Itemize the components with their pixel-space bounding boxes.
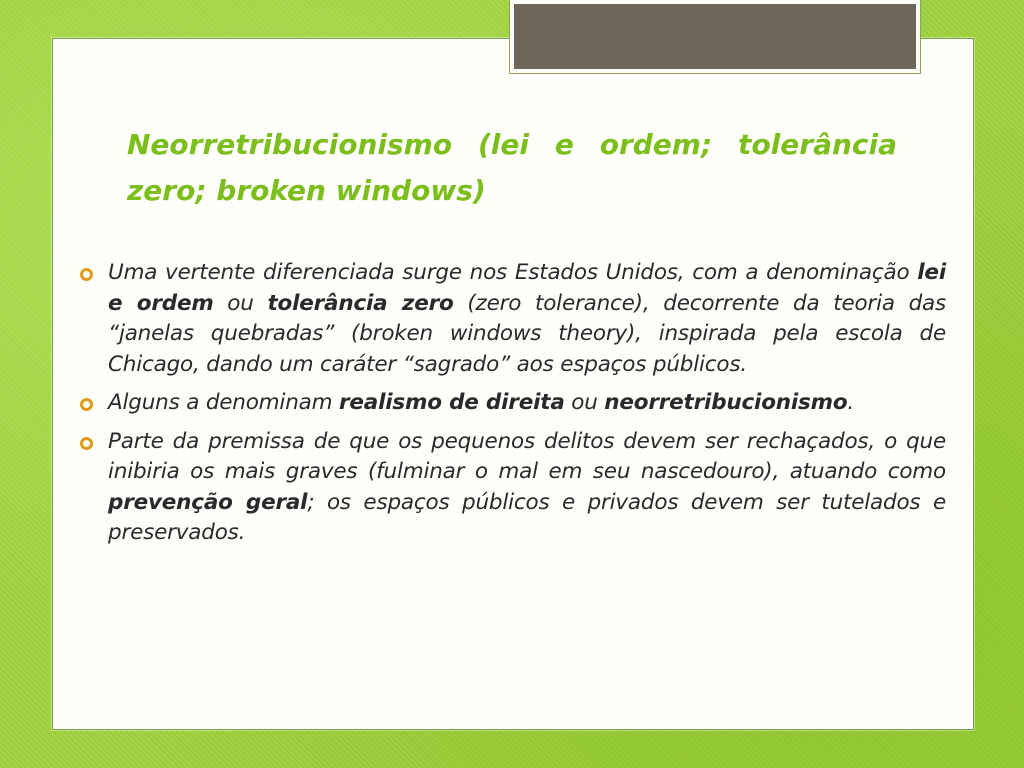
ring-bullet-icon (80, 398, 93, 411)
bullet-item (80, 427, 946, 549)
decorative-corner-box (509, 0, 921, 74)
bullet-text-segment: Uma vertente diferenciada surge nos Estados Unidos, com a denominação (108, 260, 918, 285)
bullet-text (108, 429, 946, 546)
bullet-text-segment: Alguns a denominam (108, 390, 339, 415)
slide-title: Neorretribucionismo (lei e ordem; tolerância zero; broken windows) (127, 128, 897, 207)
bullet-bold-term: tolerância zero (267, 290, 454, 316)
bullet-text (108, 390, 854, 415)
bullet-text-segment: ou (564, 390, 605, 415)
bullet-text-segment: . (847, 390, 855, 415)
ring-bullet-icon (80, 268, 93, 281)
bullet-item (80, 258, 946, 380)
bullet-bold-term: lei e ordem (108, 260, 946, 316)
ring-bullet-icon (80, 437, 93, 450)
bullet-list (80, 258, 946, 557)
bullet-text-segment: ou (213, 290, 268, 316)
bullet-item (80, 388, 946, 419)
decorative-gray-block (514, 4, 916, 69)
bullet-bold-term: prevenção geral (108, 489, 308, 515)
bullet-text (108, 260, 946, 377)
bullet-bold-term: neorretribucionismo (604, 390, 848, 415)
bullet-text-segment: ; os espaços públicos e privados devem ser tutelados e preservados. (108, 489, 947, 545)
bullet-text-segment: Parte da premissa de que os pequenos delitos devem ser rechaçados, o que inibiria os mais graves (fulminar o mal em seu nascedouro), atuando como (108, 428, 946, 484)
bullet-bold-term: realismo de direita (338, 390, 565, 415)
bullet-text-segment: (zero tolerance), decorrente da teoria das “janelas quebradas” (broken windows theory), inspirada pela escola de Chicago, dando um caráter “sagrado” aos espaços públicos. (108, 290, 947, 377)
